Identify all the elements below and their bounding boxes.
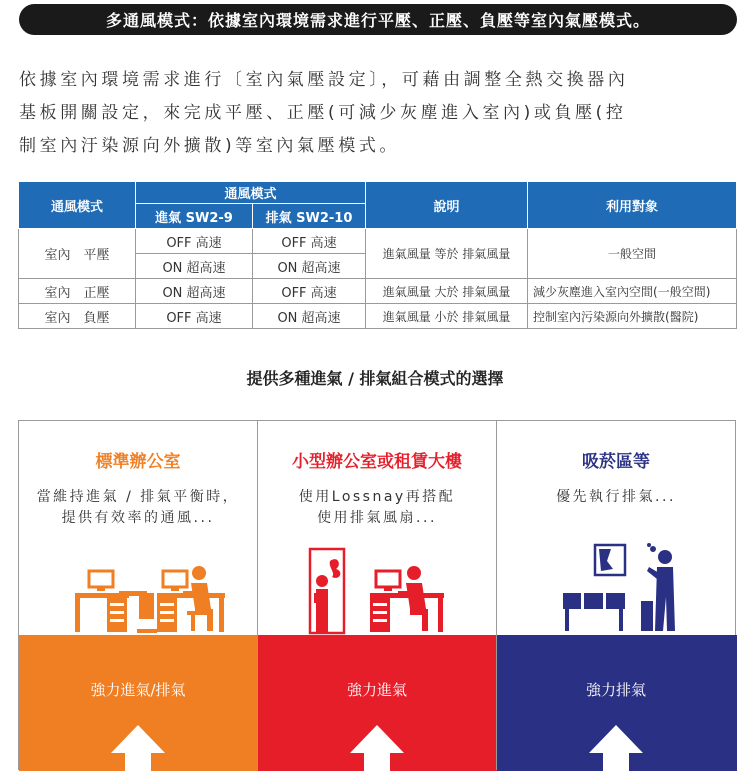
- row-mode: 室內 平壓: [19, 229, 136, 279]
- page-title: 多通風模式：依據室內環境需求進行平壓、正壓、負壓等室內氣壓模式。: [105, 11, 650, 30]
- card-bar-label: 強力進氣/排氣: [90, 681, 186, 699]
- table-row: [19, 279, 737, 304]
- row-target: 一般空間: [528, 229, 737, 279]
- card-bar-label: 強力進氣: [346, 681, 407, 699]
- row-description: 進氣風量 大於 排氣風量: [366, 279, 528, 304]
- header-exhaust: 排氣 SW2-10: [253, 204, 366, 229]
- row-exhaust: ON 超高速: [253, 254, 366, 279]
- card-desc-line: 當維持進氣 / 排氣平衡時，: [36, 489, 240, 505]
- row-target: 減少灰塵進入室內空間(一般空間): [528, 279, 737, 304]
- card-small-office: [257, 421, 496, 770]
- header-mode: 通風模式: [19, 182, 136, 229]
- row-intake: OFF 高速: [136, 304, 253, 329]
- smoking-area-icon: [497, 531, 736, 635]
- row-exhaust: ON 超高速: [253, 304, 366, 329]
- table-row: [19, 229, 737, 254]
- intro-line: 制室內汙染源向外擴散)等室內氣壓模式。: [19, 136, 401, 156]
- row-mode: 室內 負壓: [19, 304, 136, 329]
- row-description: 進氣風量 小於 排氣風量: [366, 304, 528, 329]
- row-intake: OFF 高速: [136, 229, 253, 254]
- up-arrow-icon: [589, 725, 643, 771]
- header-intake: 進氣 SW2-9: [136, 204, 253, 229]
- card-standard-office: [19, 421, 257, 770]
- card-action-bar: [497, 635, 735, 771]
- header-target: 利用對象: [528, 182, 737, 229]
- header-description: 說明: [366, 182, 528, 229]
- header-mode-group: 通風模式: [136, 182, 366, 204]
- row-target: 控制室內污染源向外擴散(醫院): [528, 304, 737, 329]
- card-description: [258, 487, 496, 529]
- up-arrow-icon: [350, 725, 404, 771]
- card-desc-line: 優先執行排氣...: [556, 489, 676, 505]
- mode-cards: [18, 420, 736, 770]
- intro-line: 依據室內環境需求進行〔室內氣壓設定〕，可藉由調整全熱交換器內: [19, 70, 629, 90]
- row-description: 進氣風量 等於 排氣風量: [366, 229, 528, 279]
- title-banner: [19, 4, 737, 35]
- ventilation-mode-table: [18, 181, 737, 329]
- row-intake: ON 超高速: [136, 279, 253, 304]
- card-title: 小型辦公室或租賃大樓: [292, 452, 462, 472]
- table-row: [19, 304, 737, 329]
- card-title: 標準辦公室: [95, 452, 181, 472]
- card-desc-line: 使用排氣風扇...: [317, 510, 437, 526]
- card-description: [19, 487, 257, 529]
- card-desc-line: 提供有效率的通風...: [61, 510, 215, 526]
- card-smoking-area: [496, 421, 735, 770]
- section-subheading: 提供多種進氣 / 排氣組合模式的選擇: [246, 369, 504, 388]
- card-action-bar: [258, 635, 496, 771]
- row-exhaust: OFF 高速: [253, 279, 366, 304]
- card-title: 吸菸區等: [582, 452, 650, 472]
- row-mode: 室內 正壓: [19, 279, 136, 304]
- office-workers-icon: [19, 531, 258, 635]
- intro-line: 基板開關設定，來完成平壓、正壓(可減少灰塵進入室內)或負壓(控: [19, 103, 627, 123]
- row-exhaust: OFF 高速: [253, 229, 366, 254]
- row-intake: ON 超高速: [136, 254, 253, 279]
- card-description: [497, 487, 735, 508]
- office-exhaust-fan-icon: [258, 531, 497, 635]
- up-arrow-icon: [111, 725, 165, 771]
- card-action-bar: [19, 635, 257, 771]
- card-bar-label: 強力排氣: [585, 681, 646, 699]
- intro-paragraph: [19, 64, 737, 163]
- card-desc-line: 使用Lossnay再搭配: [298, 489, 456, 505]
